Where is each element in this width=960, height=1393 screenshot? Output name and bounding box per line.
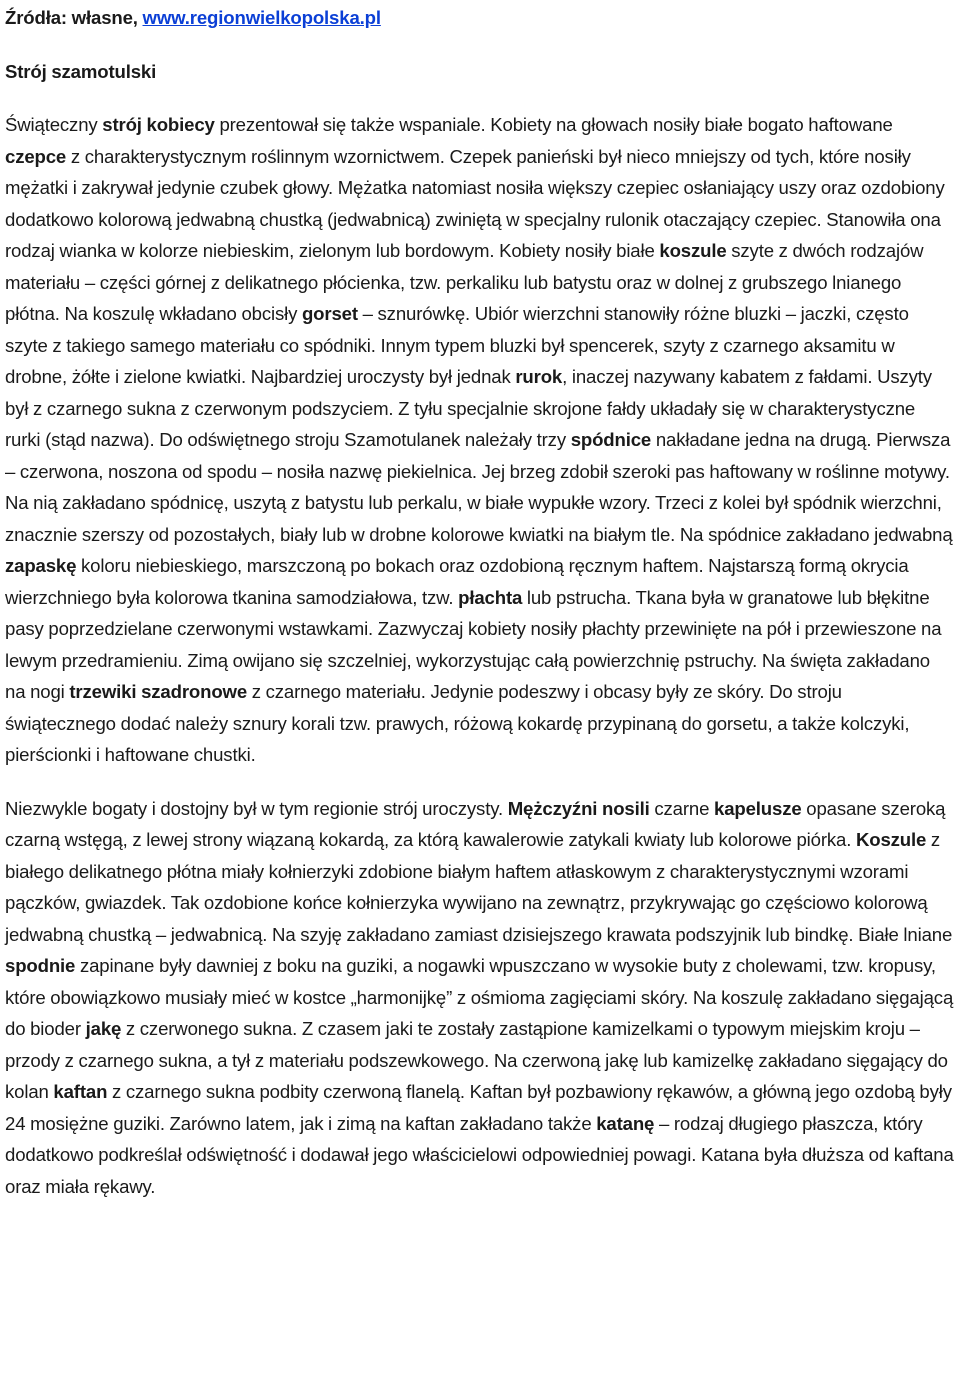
bold-term: koszule bbox=[659, 240, 727, 261]
sources-line bbox=[5, 2, 955, 34]
bold-term: kapelusze bbox=[714, 797, 802, 819]
text-run: nakładane jedna na drugą. Pierwsza – czerwona, noszona od spodu – nosiła nazwę piekielnica. Jej brzeg zdobił szeroki pas haftowany w roślinne motywy. Na nią zakładano spódnicę, uszytą z batystu lub perkalu, w białe wypukłe wzory. Trzeci z kolei był spódnik wierzchni, znacznie szerszy od pozostałych, biały lub w drobne kolorowe kwiatki na białym tle. Na spódnice zakładano jedwabną bbox=[5, 429, 953, 545]
text-run: Niezwykle bogaty i dostojny był w tym regionie strój uroczysty. bbox=[5, 797, 508, 819]
text-run: z białego delikatnego płótna miały kołnierzyki zdobione białym haftem atłaskowym z charakterystycznymi wzorami pączków, gwiazdek. Tak ozdobione końce kołnierzyka wywijano na zewnątrz, przykrywając go częściowo kolorową jedwabną chustką – jedwabnicą. Na szyję zakładano zamiast dzisiejszego krawata podszyjnik lub bindkę. Białe lniane bbox=[5, 829, 953, 945]
text-run: czarne bbox=[649, 797, 715, 819]
text-run: opasane szeroką czarną wstęgą, z lewej strony wiązaną kokardą, za którą kawalerowie zatykali kwiaty lub kolorowe piórka. bbox=[5, 797, 946, 850]
text-run: z czarnego sukna podbity czerwoną flanelą. Kaftan był pozbawiony rękawów, a główną jego ozdobą były 24 mosiężne guziki. Zarówno latem, jak i zimą na kaftan zakładano także bbox=[5, 1081, 952, 1134]
bold-term: kaftan bbox=[53, 1081, 108, 1102]
text-run: prezentował się także wspaniale. Kobiety na głowach nosiły białe bogato haftowane bbox=[214, 114, 893, 135]
source-link[interactable]: www.regionwielkopolska.pl bbox=[142, 7, 381, 28]
bold-term: trzewiki szadronowe bbox=[69, 681, 248, 702]
text-run: szyte z dwóch rodzajów materiału – części górnej z delikatnego płócienka, tzw. perkaliku lub batystu oraz w dolnej z grubszego lnianego płótna. Na koszulę wkładano obcisły bbox=[5, 240, 924, 324]
paragraph-men-costume bbox=[5, 793, 955, 1203]
bold-term: katanę bbox=[596, 1112, 655, 1134]
text-run: Świąteczny bbox=[5, 114, 103, 135]
bold-term: rurok bbox=[515, 366, 563, 387]
bold-term: Koszule bbox=[855, 829, 927, 850]
bold-term: strój kobiecy bbox=[102, 114, 215, 135]
text-run: , inaczej nazywany kabatem z fałdami. Uszyty był z czarnego sukna z czerwonym podszyciem. Z tyłu specjalnie skrojone fałdy układały się w charakterystyczne rurki (stąd nazwa). Do odświętnego stroju Szamotulanek należały trzy bbox=[5, 366, 932, 450]
bold-term: zapaskę bbox=[5, 555, 77, 576]
text-run: z czerwonego sukna. Z czasem jaki te zostały zastąpione kamizelkami o typowym miejskim kroju – przody z czarnego sukna, a tył z materiału podszewkowego. Na czerwoną jakę lub kamizelkę zakładano sięgający do kolan bbox=[5, 1018, 948, 1102]
text-run: koloru niebieskiego, marszczoną po bokach oraz ozdobioną ręcznym haftem. Najstarszą formą okrycia wierzchniego była kolorowa tkanina samodziałowa, tzw. bbox=[5, 555, 909, 608]
bold-term: spódnice bbox=[570, 429, 652, 450]
bold-term: gorset bbox=[301, 303, 358, 324]
paragraph-women-costume bbox=[5, 109, 955, 771]
bold-term: spodnie bbox=[5, 955, 76, 976]
text-run: – sznurówkę. Ubiór wierzchni stanowiły różne bluzki – jaczki, często szyte z takiego samego materiału co spódniki. Innym typem bluzki był spencerek, szyty z czarnego aksamitu w drobne, żółte i zielone kwiatki. Najbardziej uroczysty był jednak bbox=[5, 303, 909, 387]
text-run: z charakterystycznym roślinnym wzornictwem. Czepek panieński był nieco mniejszy od tych, które nosiły mężatki i zakrywał jedynie czubek głowy. Mężatka natomiast nosiła większy czepiec osłaniający uszy oraz ozdobiony dodatkowo kolorową jedwabną chustką (jedwabnicą) zwiniętą w specjalny rulonik otaczający czepiec. Stanowiła ona rodzaj wianka w kolorze niebieskim, zielonym lub bordowym. Kobiety nosiły białe bbox=[5, 145, 945, 261]
bold-term: czepce bbox=[5, 145, 67, 167]
text-run: z czarnego materiału. Jedynie podeszwy i obcasy były ze skóry. Do stroju świątecznego dodać należy sznury korali tzw. prawych, różową kokardę przypinaną do gorsetu, a także kolczyki, pierścionki i haftowane chustki. bbox=[5, 681, 910, 765]
text-run: zapinane były dawniej z boku na guziki, a nogawki wpuszczano w wysokie buty z cholewami, tzw. kropusy, które obowiązkowo musiały mieć w kostce „harmonijkę” z ośmioma zagięciami skóry. Na koszulę zakładano sięgającą do bioder bbox=[5, 955, 954, 1039]
bold-term: jakę bbox=[85, 1018, 122, 1039]
section-title: Strój szamotulski bbox=[5, 60, 157, 82]
bold-term: płachta bbox=[458, 586, 523, 608]
bold-term: Mężczyźni nosili bbox=[507, 797, 650, 819]
sources-label: Źródła: własne, bbox=[5, 7, 143, 28]
text-run: – rodzaj długiego płaszcza, który dodatkowo podkreślał odświętność i dodawał jego właścicielowi odpowiedniej powagi. Katana była dłuższa od kaftana oraz miała rękawy. bbox=[5, 1112, 954, 1197]
text-run: lub pstrucha. Tkana była w granatowe lub błękitne pasy poprzedzielane czerwonymi wstawkami. Zazwyczaj kobiety nosiły płachty przewinięte na pół i przewieszone na lewym przedramieniu. Zimą owijano się szczelniej, wykorzystując całą powierzchnię pstruchy. Na święta zakładano na nogi bbox=[5, 586, 942, 702]
